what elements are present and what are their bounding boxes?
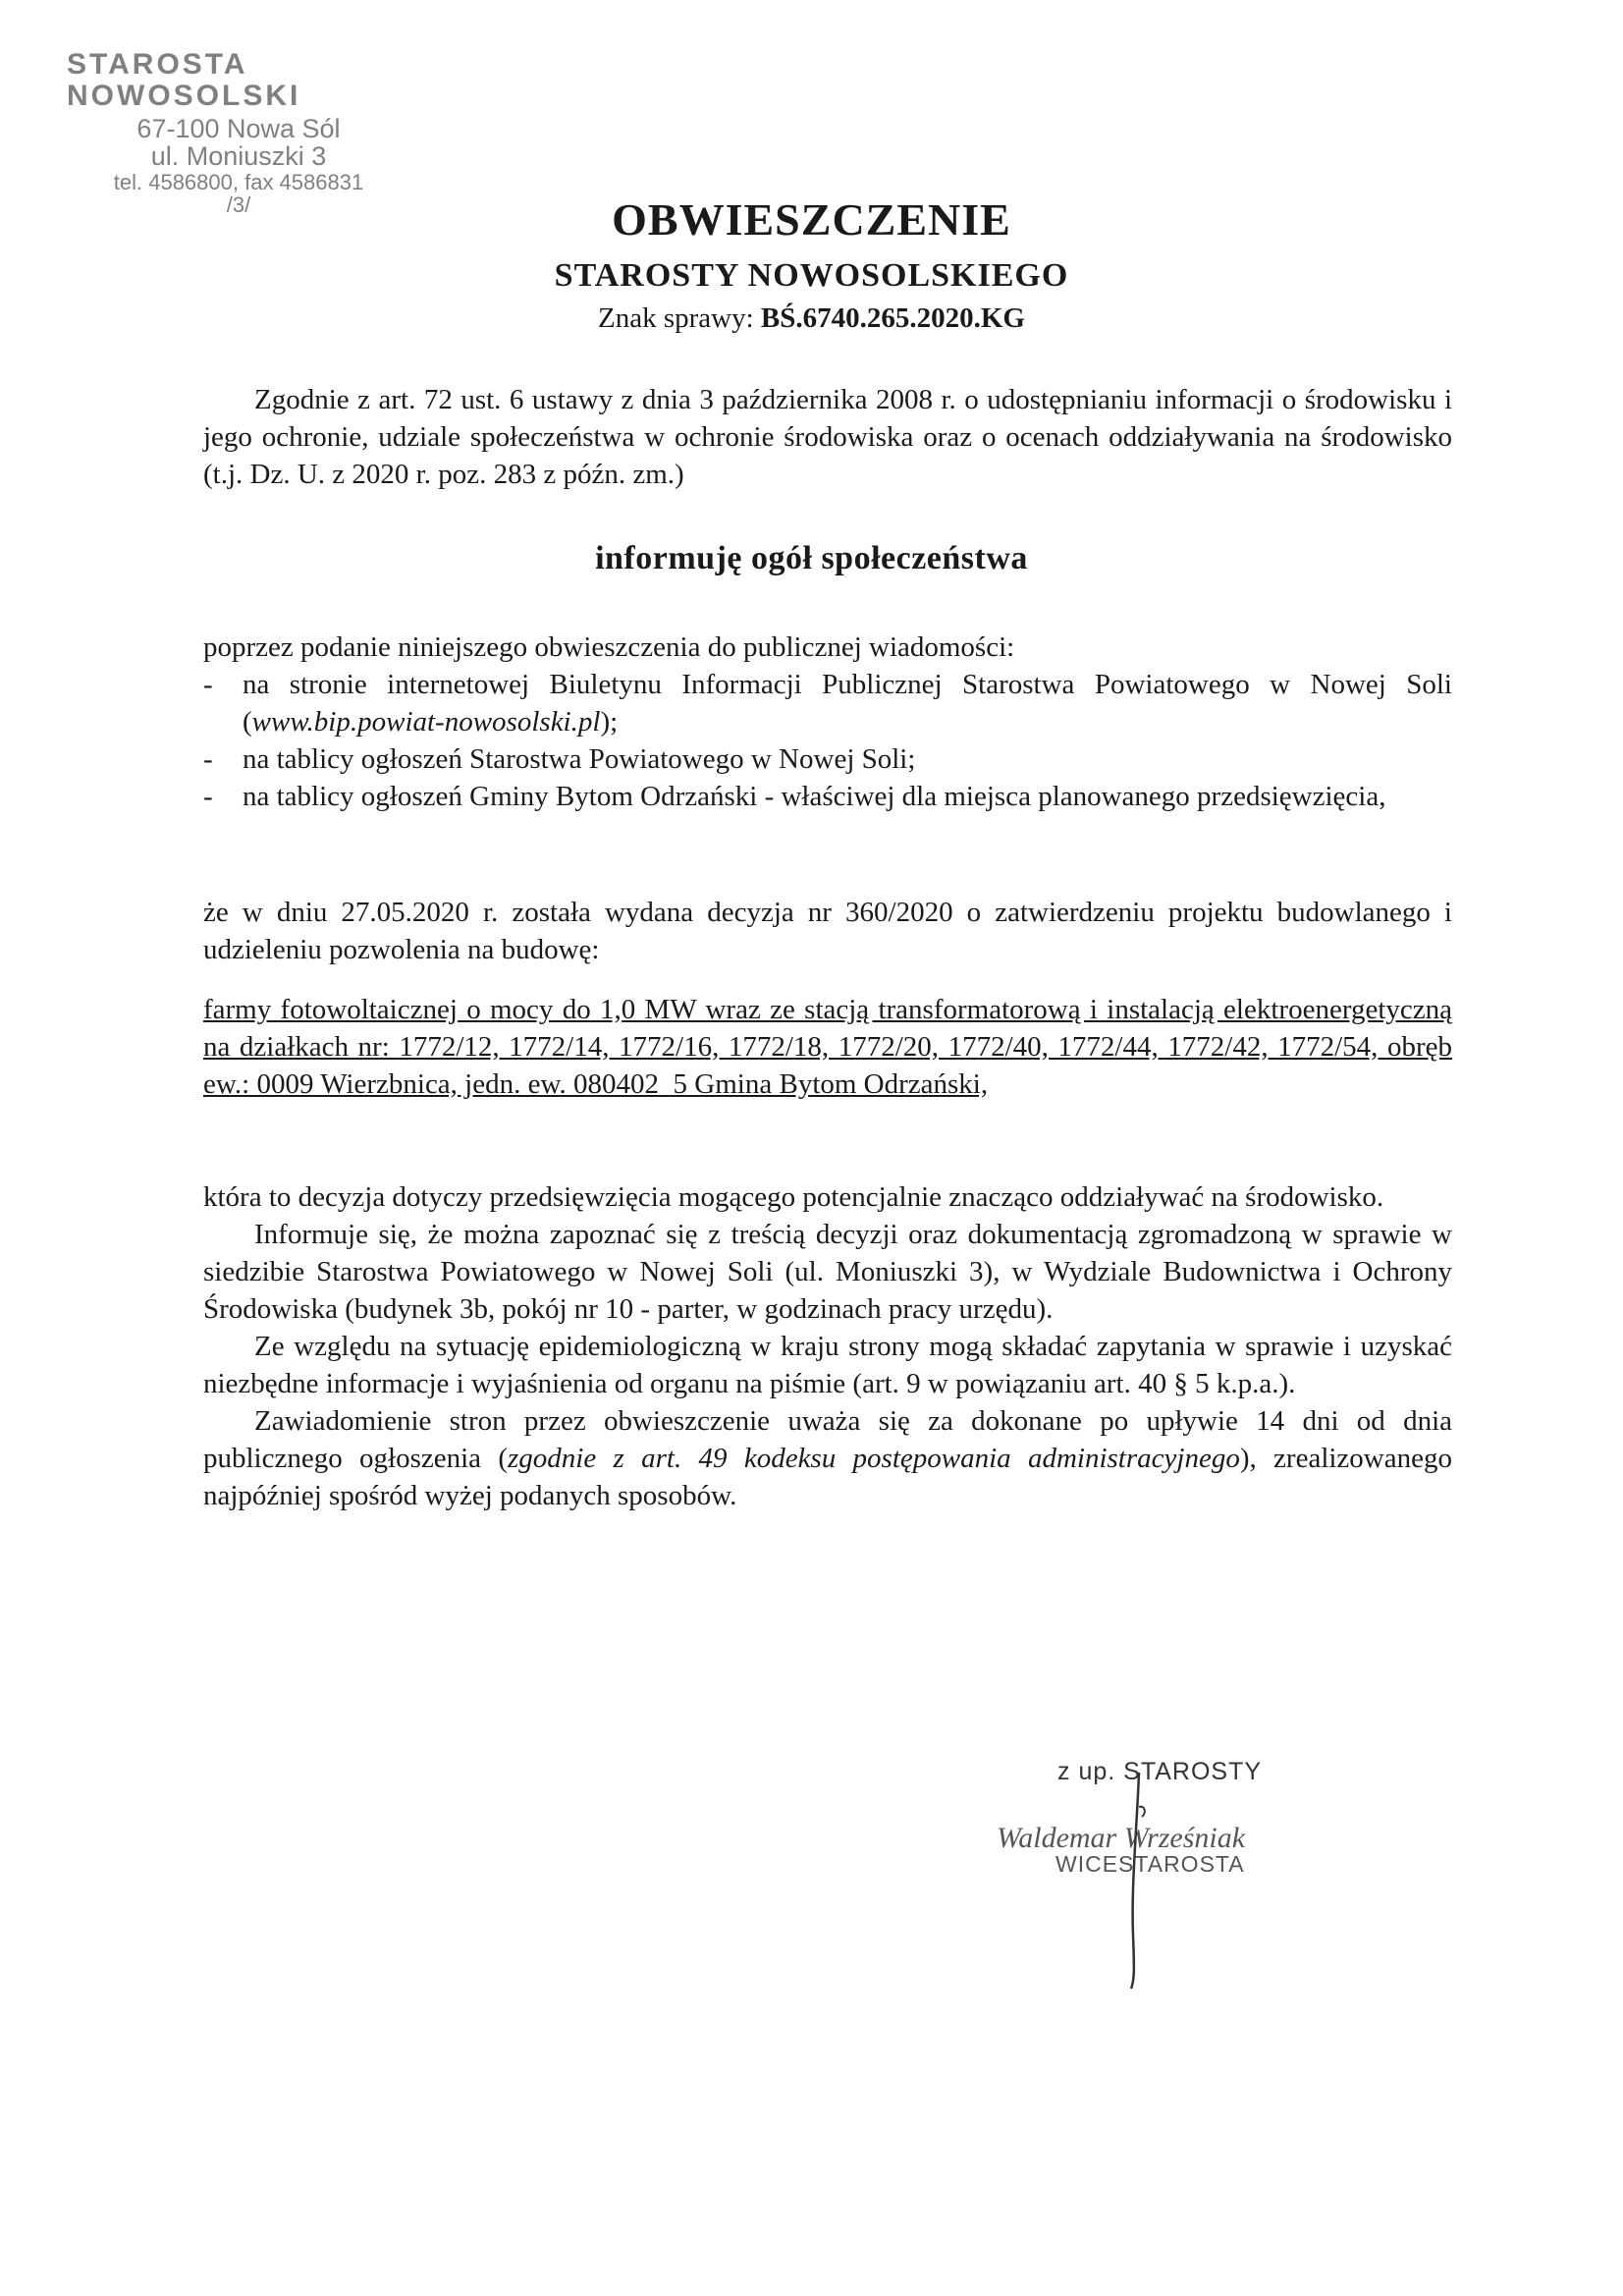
case-number: BŚ.6740.265.2020.KG (760, 302, 1025, 334)
office-stamp (67, 48, 401, 217)
list-item-tail: ); (600, 706, 619, 738)
list-item-text: na tablicy ogłoszeń Starostwa Powiatowego w Nowej Soli; (243, 743, 916, 775)
handwritten-signature-icon (1109, 1768, 1168, 1994)
publication-channels-list (203, 666, 1452, 815)
notification-paragraph (203, 1402, 1452, 1514)
list-item-text: na tablicy ogłoszeń Gminy Bytom Odrzański - właściwej dla miejsca planowanego przedsięwzięcia, (243, 781, 1386, 812)
impact-paragraph: która to decyzja dotyczy przedsięwzięcia mogącego potencjalnie znacząco oddziaływać na środowisko. (203, 1181, 1384, 1213)
case-reference (0, 302, 1623, 335)
stamp-line-street: ul. Moniuszki 3 (150, 141, 327, 172)
signature-name: Waldemar Wrześniak (997, 1822, 1246, 1854)
bip-link[interactable]: www.bip.powiat-nowosolski.pl (251, 706, 601, 738)
notice-body (203, 1178, 1452, 1514)
list-item (203, 740, 1452, 778)
stamp-line-office: STAROSTA NOWOSOLSKI (67, 48, 301, 112)
list-item (203, 778, 1452, 815)
list-dash: - (203, 743, 213, 775)
legal-basis-paragraph: Zgodnie z art. 72 ust. 6 ustawy z dnia 3 października 2008 r. o udostępnianiu informacji o środowisku i jego ochronie, udziale społeczeństwa w ochronie środowiska oraz o ocenach oddziaływania na środowisko (t.j. Dz. U. z 2020 r. poz. 283 z późn. zm.) (203, 384, 1452, 490)
signature-authority: z up. STAROSTY (1057, 1758, 1263, 1785)
epidemic-paragraph: Ze względu na sytuację epidemiologiczną w kraju strony mogą składać zapytania w sprawie i uzyskać niezbędne informacje i wyjaśnienia od organu na piśmie (art. 9 w powiązaniu art. 40 § 5 k.p.a.). (203, 1331, 1452, 1399)
inform-heading: informuję ogół społeczeństwa (595, 540, 1028, 576)
document-title: OBWIESZCZENIE (612, 194, 1011, 245)
case-label: Znak sprawy: (598, 302, 754, 334)
list-dash: - (203, 669, 213, 700)
list-dash: - (203, 781, 213, 812)
document-subtitle: STAROSTY NOWOSOLSKIEGO (554, 257, 1069, 294)
list-item (203, 666, 1452, 740)
stamp-line-city: 67-100 Nowa Sól (136, 114, 341, 143)
channels-lead: poprzez podanie niniejszego obwieszczenia do publicznej wiadomości: (203, 631, 1015, 663)
signature-role: WICESTAROSTA (1055, 1851, 1245, 1877)
signature-block (997, 1758, 1330, 1878)
decision-paragraph: że w dniu 27.05.2020 r. została wydana decyzja nr 360/2020 o zatwierdzeniu projektu budowlanego i udzieleniu pozwolenia na budowę: (203, 897, 1452, 965)
notification-text-a: Zawiadomienie stron przez obwieszczenie uważa się za dokonane po upływie 14 dni od dnia publicznego ogłoszenia ( (203, 1405, 1452, 1474)
documentation-paragraph: Informuje się, że można zapoznać się z treścią decyzji oraz dokumentacją zgromadzoną w sprawie w siedzibie Starostwa Powiatowego w Nowej Soli (ul. Moniuszki 3), w Wydziale Budownictwa i Ochrony Środowiska (budynek 3b, pokój nr 10 - parter, w godzinach pracy urzędu). (203, 1219, 1452, 1325)
stamp-line-phone: tel. 4586800, fax 4586831 (113, 169, 364, 194)
notification-italic: zgodnie z art. 49 kodeksu postępowania administracyjnego (508, 1443, 1240, 1474)
list-item-text: na stronie internetowej Biuletynu Informacji Publicznej Starostwa Powiatowego w Nowej Soli ( (243, 669, 1452, 738)
project-description: farmy fotowoltaicznej o mocy do 1,0 MW wraz ze stacją transformatorową i instalacją elektroenergetyczną na działkach nr: 1772/12, 1772/14, 1772/16, 1772/18, 1772/20, 1772/40, 1772/44, 1772/42, 1772/54, obręb ew.: 0009 Wierzbnica, jedn. ew. 080402_5 Gmina Bytom Odrzański, (203, 994, 1452, 1100)
notification-text-b: ), zrealizowanego najpóźniej spośród wyżej podanych sposobów. (203, 1443, 1452, 1511)
stamp-line-code: /3/ (226, 191, 251, 217)
